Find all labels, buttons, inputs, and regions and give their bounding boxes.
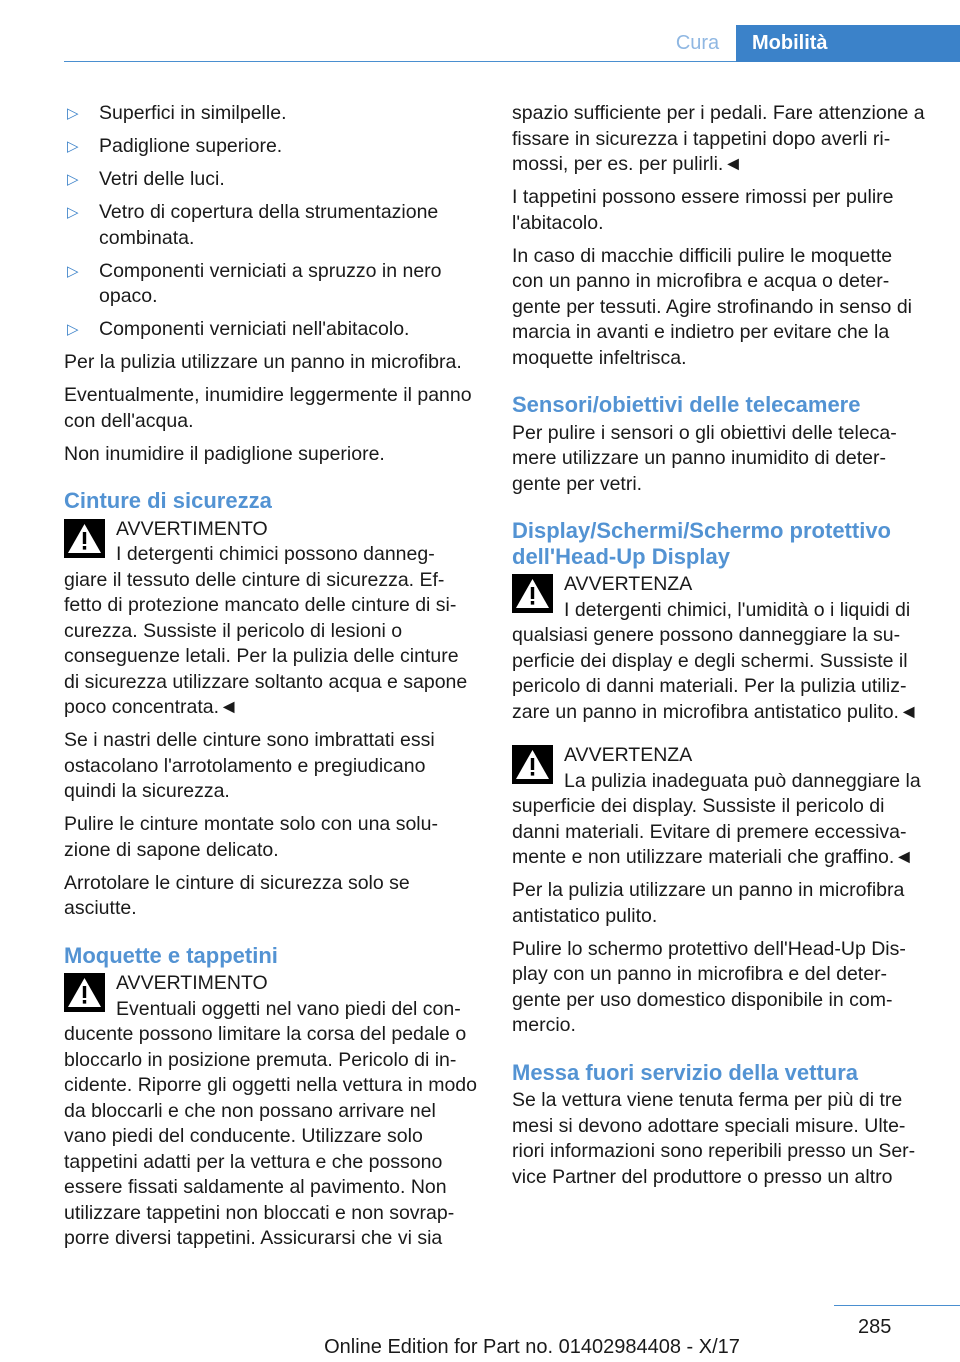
footer-rule — [834, 1305, 960, 1306]
paragraph: Per pulire i sensori o gli obiettivi delle teleca‐mere utilizzare un panno inumidito di deter‐gente per vetri. — [512, 421, 897, 495]
list-item: ▷ Vetro di copertura della strumentazione combinata. — [67, 201, 439, 249]
warning-triangle-icon — [64, 519, 105, 558]
section-heading-moquette: Moquette e tappetini — [64, 942, 278, 968]
warning-text-lead: I detergenti chimici possono danneg‐ — [116, 543, 435, 565]
page-number: 285 — [858, 1316, 892, 1338]
section-heading-sensori: Sensori/obiettivi delle telecamere — [512, 392, 861, 417]
warning-triangle-icon — [512, 574, 553, 613]
list-item: ▷ Componenti verniciati a spruzzo in nero opaco. — [67, 259, 442, 307]
warning-title: AVVERTENZA — [564, 744, 693, 766]
section-heading-display: Display/Schermi/Schermo protettivo dell'Head-Up Display — [512, 518, 891, 569]
paragraph: Pulire lo schermo protettivo dell'Head-Up Dis‐play con un panno in microfibra e del deter‐gente per uso domestico disponibile in com‐mercio. — [512, 937, 906, 1036]
paragraph: Per la pulizia utilizzare un panno in microfibra antistatico pulito. — [512, 879, 905, 927]
warning-text: superficie dei display. Sussiste il pericolo di danni materiali. Evitare di premere eccessiva‐mente e non utilizzare materiali che graffino.◄ — [512, 795, 914, 868]
left-column — [64, 101, 478, 1259]
paragraph: Eventualmente, inumidire leggermente il panno con dell'acqua. — [64, 384, 472, 432]
paragraph: Non inumidire il padiglione superiore. — [64, 442, 385, 465]
triangle-right-icon: ▷ — [67, 171, 79, 188]
warning-title: AVVERTIMENTO — [116, 972, 268, 994]
warning-box — [512, 743, 928, 871]
warning-box — [512, 572, 928, 725]
triangle-right-icon: ▷ — [67, 204, 79, 221]
section-heading-cinture: Cinture di sicurezza — [64, 488, 272, 513]
warning-box — [64, 517, 478, 721]
list-item: ▷ Padiglione superiore. — [64, 134, 478, 160]
warning-text: giare il tessuto delle cinture di sicurezza. Ef‐fetto di protezione mancato delle cinture di si‐curezza. Sussiste il pericolo di lesioni o conseguenze letali. Per la pulizia delle cinture di sicurezza utilizzare soltanto acqua e sapone poco concentrata.◄ — [64, 568, 468, 718]
warning-title: AVVERTENZA — [564, 573, 693, 595]
list-item: ▷ Vetri delle luci. — [64, 167, 478, 193]
warning-title: AVVERTIMENTO — [116, 517, 268, 540]
warning-text: ducente possono limitare la corsa del pedale o bloccarlo in posizione premuta. Pericolo di in‐cidente. Riporre gli oggetti nella vettura in modo da bloccarli e che non possano arrivare nel vano piedi del conducente. Utilizzare solo tappetini adatti per la vettura e che possono essere fissati saldamente al pavimento. Non utilizzare tappetini non bloccati e non sovrap‐porre diversi tappetini. Assicurarsi che vi sia — [64, 1023, 477, 1249]
paragraph: Se la vettura viene tenuta ferma per più di tre mesi si devono adottare speciali misure. Ulte‐riori informazioni sono reperibili presso un Ser‐vice Partner del produttore o presso un altro — [512, 1089, 916, 1188]
paragraph: I tappetini possono essere rimossi per pulire l'abitacolo. — [512, 186, 894, 234]
warning-triangle-icon — [64, 973, 105, 1012]
warning-text-lead: I detergenti chimici, l'umidità o i liquidi di — [564, 598, 911, 621]
paragraph: Per la pulizia utilizzare un panno in microfibra. — [64, 351, 462, 373]
warning-text-lead: Eventuali oggetti nel vano piedi del con‐ — [116, 997, 461, 1020]
tab-cura[interactable]: Cura — [675, 32, 720, 54]
paragraph: Se i nastri delle cinture sono imbrattati essi ostacolano l'arrotolamento e pregiudicano quindi la sicurezza. — [64, 729, 435, 802]
section-heading-messa: Messa fuori servizio della vettura — [512, 1059, 859, 1085]
warning-box — [64, 971, 478, 1252]
list-item: ▷ Componenti verniciati nell'abitacolo. — [64, 317, 478, 343]
edition-text: Online Edition for Part no. 01402984408 - X/17 — [324, 1336, 740, 1358]
paragraph: In caso di macchie difficili pulire le moquette con un panno in microfibra e acqua o deter‐gente per tessuti. Agire strofinando in senso di marcia in avanti e indietro per evitare che la moquette infeltrisca. — [512, 244, 912, 369]
footer-edition — [0, 1336, 960, 1359]
paragraph: spazio sufficiente per i pedali. Fare attenzione a fissare in sicurezza i tappetini dopo averli ri‐mossi, per es. per pulirli.◄ — [512, 102, 925, 175]
warning-text-lead: La pulizia inadeguata può danneggiare la — [564, 769, 921, 792]
paragraph: Arrotolare le cinture di sicurezza solo se asciutte. — [64, 871, 410, 919]
bullet-list — [64, 101, 478, 343]
triangle-right-icon: ▷ — [67, 262, 79, 280]
warning-text: qualsiasi genere possono danneggiare la su‐perficie dei display e degli schermi. Sussiste il pericolo di danni materiali. Per la pulizia utiliz‐zare un panno in microfibra antistatico pulito.◄ — [512, 624, 919, 723]
right-column — [512, 101, 928, 1198]
triangle-right-icon: ▷ — [67, 321, 79, 338]
list-item: ▷ Superfici in similpelle. — [64, 101, 478, 127]
tab-mobilita[interactable]: Mobilità — [736, 25, 960, 62]
paragraph: Pulire le cinture montate solo con una solu‐zione di sapone delicato. — [64, 813, 438, 861]
triangle-right-icon: ▷ — [67, 105, 79, 122]
triangle-right-icon: ▷ — [67, 138, 79, 155]
warning-triangle-icon — [512, 745, 553, 784]
